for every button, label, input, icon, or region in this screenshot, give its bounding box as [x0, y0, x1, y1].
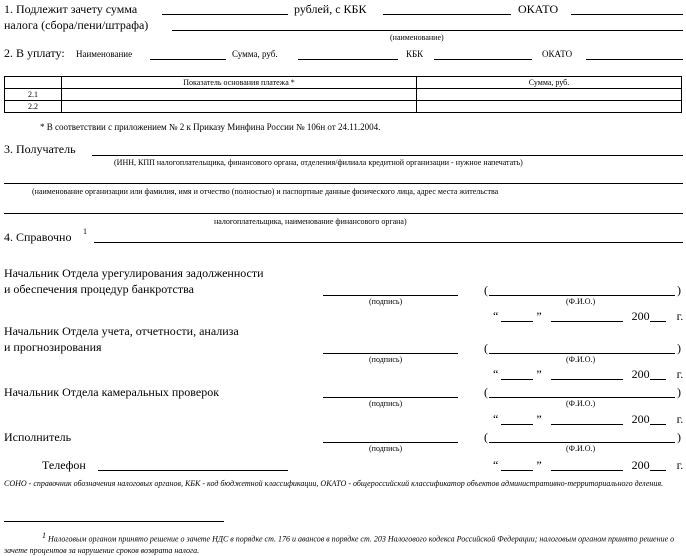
date-month-field[interactable]	[551, 369, 623, 380]
signer-3-paren-open: (	[484, 385, 488, 399]
date-close-quote: ”	[536, 412, 542, 426]
payment-basis-table	[4, 76, 682, 113]
date-year-field[interactable]	[650, 460, 666, 471]
payment-okato-label: ОКАТО	[542, 49, 573, 59]
table-cell[interactable]	[62, 101, 417, 113]
date-year-field[interactable]	[650, 369, 666, 380]
date-suffix: г.	[676, 367, 684, 381]
sum-field[interactable]	[162, 14, 288, 15]
table-cell[interactable]	[62, 89, 417, 101]
executor-fio-caption: (Ф.И.О.)	[566, 444, 596, 453]
signer-3-date	[493, 413, 683, 425]
line1-rubles: рублей, с КБК	[294, 2, 367, 16]
line1-okato: ОКАТО	[518, 2, 559, 16]
reference-field[interactable]	[94, 242, 683, 243]
date-close-quote: ”	[536, 458, 542, 472]
footnote-1	[4, 530, 684, 556]
table-header-row	[5, 77, 682, 89]
recipient-address-field[interactable]	[4, 213, 683, 214]
executor-paren-open: (	[484, 430, 488, 444]
table-cell[interactable]	[417, 101, 682, 113]
signer-3-sig-caption: (подпись)	[369, 399, 403, 408]
date-open-quote: “	[493, 458, 499, 472]
recipient-caption-3: налогоплательщика, наименование финансового органа)	[214, 217, 407, 226]
date-close-quote: ”	[536, 367, 542, 381]
date-suffix: г.	[676, 309, 684, 323]
executor-paren-close: )	[677, 430, 681, 444]
table-cell[interactable]	[417, 89, 682, 101]
payment-prefix: 2. В уплату:	[4, 46, 65, 60]
signer-3-fio-caption: (Ф.И.О.)	[566, 399, 596, 408]
signer-3-signature-field[interactable]	[323, 397, 458, 398]
date-suffix: г.	[676, 458, 684, 472]
table-row	[5, 89, 682, 101]
signer-1-fio-caption: (Ф.И.О.)	[566, 297, 596, 306]
signer-1-paren-close: )	[677, 283, 681, 297]
date-year-field[interactable]	[650, 414, 666, 425]
signer-2-fio-field[interactable]	[489, 353, 675, 354]
tax-type-field[interactable]	[172, 30, 683, 31]
signer-1-sig-caption: (подпись)	[369, 297, 403, 306]
okato-field[interactable]	[571, 14, 683, 15]
payment-name-field[interactable]	[150, 59, 226, 60]
executor-title: Исполнитель	[4, 430, 72, 444]
table-cell: 2.2	[5, 101, 62, 113]
signer-1-date	[493, 310, 683, 322]
date-day-field[interactable]	[501, 460, 533, 471]
date-year: 200	[631, 367, 650, 381]
signer-3-title: Начальник Отдела камеральных проверок	[4, 385, 220, 399]
recipient-name-field[interactable]	[4, 183, 683, 184]
signer-2-title-line2: и прогнозирования	[4, 340, 102, 354]
signer-1-paren-open: (	[484, 283, 488, 297]
table-row	[5, 101, 682, 113]
line1-prefix: 1. Подлежит зачету сумма	[4, 2, 138, 16]
date-day-field[interactable]	[501, 311, 533, 322]
date-year: 200	[631, 309, 650, 323]
date-year-field[interactable]	[650, 311, 666, 322]
legend-text: СОНО - справочник обозначения налоговых органов, КБК - код бюджетной классификации, ОКАТО - общероссийский классификатор объектов административно-территориального деления.	[4, 479, 664, 488]
date-open-quote: “	[493, 412, 499, 426]
signer-3-paren-close: )	[677, 385, 681, 399]
date-close-quote: ”	[536, 309, 542, 323]
date-suffix: г.	[676, 412, 684, 426]
recipient-label: 3. Получатель	[4, 142, 76, 156]
signer-2-paren-close: )	[677, 341, 681, 355]
date-open-quote: “	[493, 309, 499, 323]
payment-name-label: Наименование	[76, 49, 133, 59]
signer-2-signature-field[interactable]	[323, 353, 458, 354]
date-month-field[interactable]	[551, 414, 623, 425]
recipient-caption-2: (наименование организации или фамилия, имя и отчество (полностью) и паспортные данные физического лица, адрес места жительства	[32, 187, 499, 196]
recipient-caption-1: (ИНН, КПП налогоплательщика, финансового органа, отделения/филиала кредитной организации - нужное напечатать)	[114, 158, 523, 167]
payment-sum-field[interactable]	[298, 59, 398, 60]
executor-fio-field[interactable]	[489, 442, 675, 443]
signer-2-fio-caption: (Ф.И.О.)	[566, 355, 596, 364]
date-year: 200	[631, 458, 650, 472]
footnote-1-sup: 1	[42, 531, 46, 540]
table-cell: 2.1	[5, 89, 62, 101]
date-month-field[interactable]	[551, 460, 623, 471]
payment-kbk-label: КБК	[406, 49, 424, 59]
table-header-cell: Показатель основания платежа *	[62, 77, 417, 89]
signer-2-paren-open: (	[484, 341, 488, 355]
table-header-cell	[5, 77, 62, 89]
footnote-divider	[4, 521, 224, 522]
recipient-inn-field[interactable]	[92, 155, 683, 156]
signer-1-signature-field[interactable]	[323, 295, 458, 296]
payment-okato-field[interactable]	[586, 59, 683, 60]
signer-1-title-line2: и обеспечения процедур банкротства	[4, 282, 194, 296]
signer-2-date	[493, 368, 683, 380]
signer-1-title-line1: Начальник Отдела урегулирования задолженности	[4, 266, 264, 280]
phone-field[interactable]	[98, 470, 288, 471]
kbk-field[interactable]	[383, 14, 511, 15]
tax-type-caption: (наименование)	[390, 33, 444, 42]
phone-label: Телефон	[42, 458, 86, 472]
payment-kbk-field[interactable]	[434, 59, 532, 60]
reference-label: 4. Справочно	[4, 230, 72, 244]
signer-2-title-line1: Начальник Отдела учета, отчетности, анализа	[4, 324, 239, 338]
executor-signature-field[interactable]	[323, 442, 458, 443]
executor-sig-caption: (подпись)	[369, 444, 403, 453]
date-year: 200	[631, 412, 650, 426]
table-header-cell: Сумма, руб.	[417, 77, 682, 89]
tax-type-label: налога (сбора/пени/штрафа)	[4, 18, 149, 32]
footnote-1-text: Налоговым органом принято решение о зачете НДС в порядке ст. 176 и авансов в порядке ст. 203 Налогового кодекса Российской Федерации; налоговым органом принято решение о зачете процентов за нарушение сроков возврата налога.	[4, 534, 675, 555]
signer-1-fio-field[interactable]	[489, 295, 675, 296]
date-month-field[interactable]	[551, 311, 623, 322]
payment-sum-label: Сумма, руб.	[232, 49, 278, 59]
signer-2-sig-caption: (подпись)	[369, 355, 403, 364]
executor-date	[493, 459, 683, 471]
date-open-quote: “	[493, 367, 499, 381]
signer-3-fio-field[interactable]	[489, 397, 675, 398]
date-day-field[interactable]	[501, 369, 533, 380]
reference-sup: 1	[83, 227, 87, 236]
footnote-star: * В соответствии с приложением № 2 к Приказу Минфина России № 106н от 24.11.2004.	[40, 122, 381, 132]
date-day-field[interactable]	[501, 414, 533, 425]
